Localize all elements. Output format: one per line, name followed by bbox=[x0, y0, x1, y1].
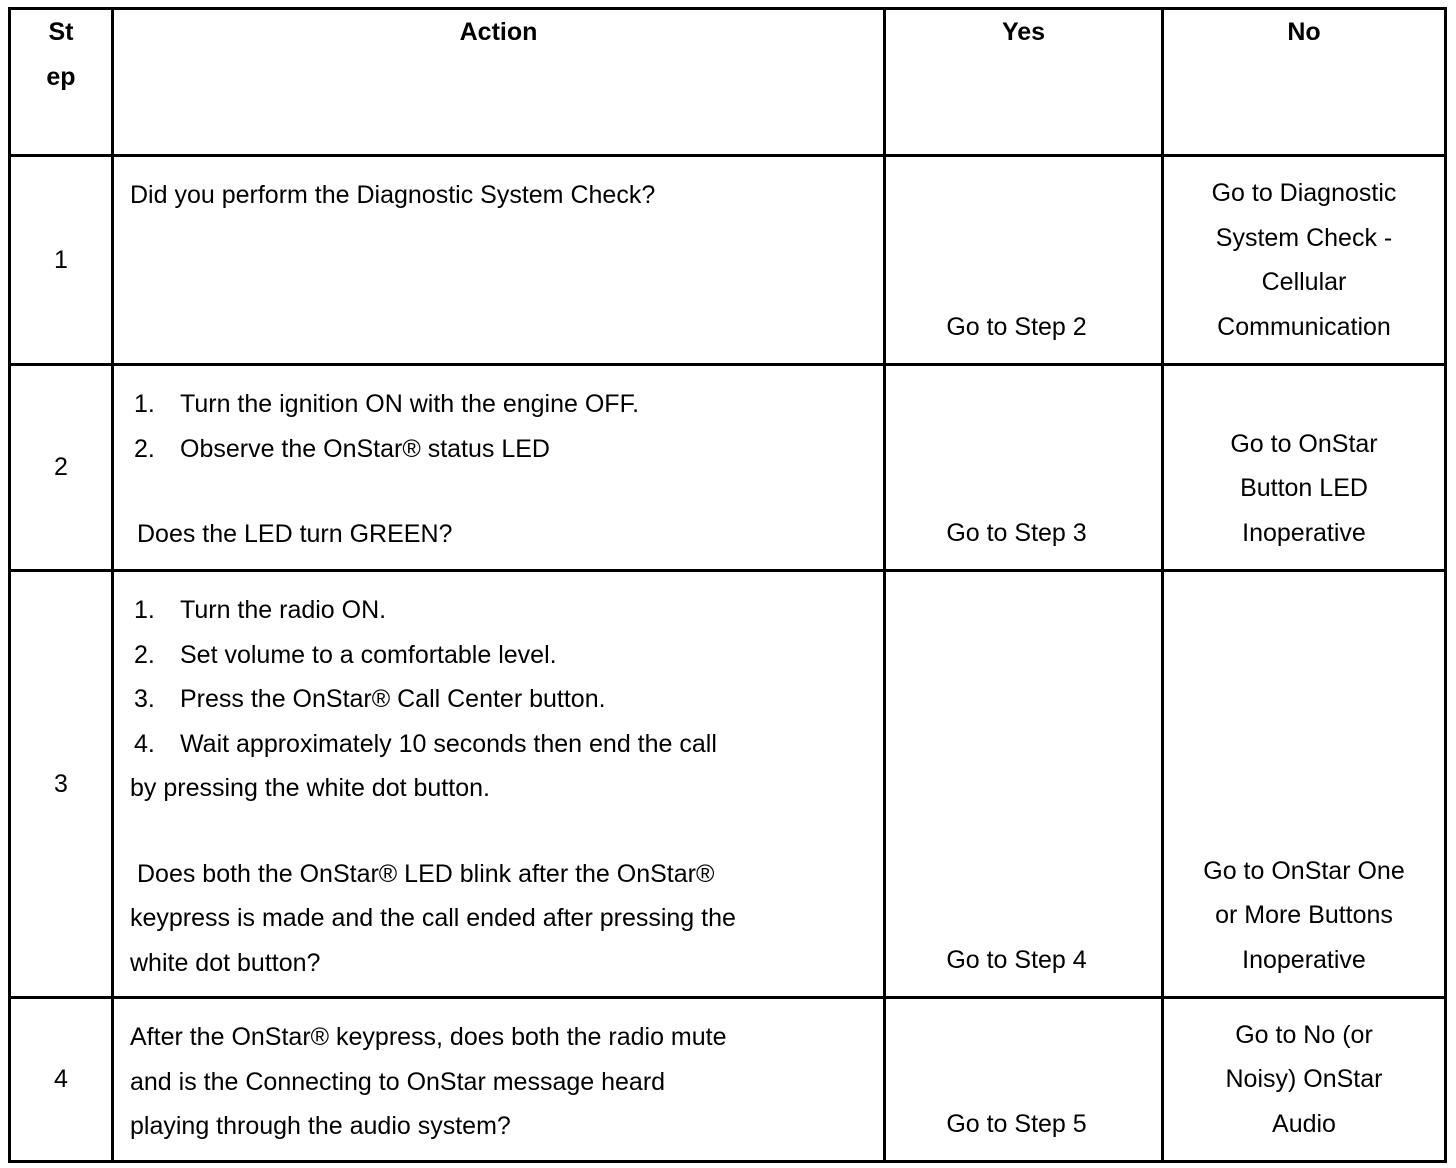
no-cell bbox=[1163, 365, 1446, 571]
action-cell bbox=[113, 998, 885, 1162]
list-item: 2. Observe the OnStar® status LED bbox=[134, 434, 550, 463]
table-row bbox=[10, 365, 1446, 571]
no-line: Go to OnStar One bbox=[1203, 856, 1405, 885]
no-line: Button LED bbox=[1240, 474, 1368, 502]
yes-text: Go to Step 5 bbox=[946, 1109, 1087, 1138]
yes-cell bbox=[885, 998, 1163, 1162]
header-row bbox=[10, 9, 1446, 156]
header-yes: Yes bbox=[885, 9, 1163, 156]
yes-cell bbox=[885, 156, 1163, 365]
no-line: Inoperative bbox=[1242, 945, 1366, 974]
action-text: Did you perform the Diagnostic System Check? bbox=[130, 181, 656, 209]
continuation-text: by pressing the white dot button. bbox=[130, 774, 490, 802]
no-line: System Check - bbox=[1215, 223, 1393, 252]
no-line: Communication bbox=[1217, 312, 1391, 341]
question-text: Does the LED turn GREEN? bbox=[137, 520, 453, 548]
yes-text: Go to Step 3 bbox=[946, 518, 1087, 547]
action-line: After the OnStar® keypress, does both the radio mute bbox=[130, 1023, 727, 1051]
no-line: Audio bbox=[1272, 1109, 1336, 1138]
yes-text: Go to Step 2 bbox=[946, 312, 1087, 341]
no-cell bbox=[1163, 156, 1446, 365]
no-line: Go to OnStar bbox=[1230, 429, 1378, 458]
no-line: or More Buttons bbox=[1215, 901, 1393, 929]
action-line: playing through the audio system? bbox=[130, 1112, 511, 1140]
no-cell bbox=[1163, 998, 1446, 1162]
action-cell bbox=[113, 156, 885, 365]
question-line: Does both the OnStar® LED blink after the OnStar® bbox=[137, 859, 715, 888]
list-item: 1. Turn the radio ON. bbox=[134, 596, 387, 624]
no-line: Noisy) OnStar bbox=[1225, 1065, 1383, 1093]
header-no: No bbox=[1163, 9, 1446, 156]
table-row bbox=[10, 998, 1446, 1162]
no-line: Inoperative bbox=[1242, 518, 1366, 547]
action-cell bbox=[113, 571, 885, 998]
action-cell bbox=[113, 365, 885, 571]
header-action: Action bbox=[113, 9, 885, 156]
header-step: St ep bbox=[10, 9, 113, 156]
list-item: 4. Wait approximately 10 seconds then end the call bbox=[134, 729, 717, 758]
question-line: white dot button? bbox=[130, 948, 321, 977]
step-number: 1 bbox=[10, 156, 113, 365]
table-row bbox=[10, 156, 1446, 365]
yes-text: Go to Step 4 bbox=[946, 945, 1087, 974]
yes-cell bbox=[885, 365, 1163, 571]
no-cell bbox=[1163, 571, 1446, 998]
step-number: 4 bbox=[10, 998, 113, 1162]
action-line: and is the Connecting to OnStar message heard bbox=[130, 1067, 666, 1096]
table-row bbox=[10, 571, 1446, 998]
no-line: Cellular bbox=[1261, 268, 1347, 296]
no-line: Go to Diagnostic bbox=[1211, 179, 1397, 207]
list-item: 1. Turn the ignition ON with the engine OFF. bbox=[134, 390, 640, 418]
no-line: Go to No (or bbox=[1235, 1020, 1373, 1049]
step-number: 3 bbox=[10, 571, 113, 998]
diagnostic-table bbox=[8, 7, 1447, 1163]
list-item: 3. Press the OnStar® Call Center button. bbox=[134, 685, 606, 713]
yes-cell bbox=[885, 571, 1163, 998]
question-line: keypress is made and the call ended after pressing the bbox=[130, 904, 736, 932]
step-number: 2 bbox=[10, 365, 113, 571]
list-item: 2. Set volume to a comfortable level. bbox=[134, 640, 557, 669]
